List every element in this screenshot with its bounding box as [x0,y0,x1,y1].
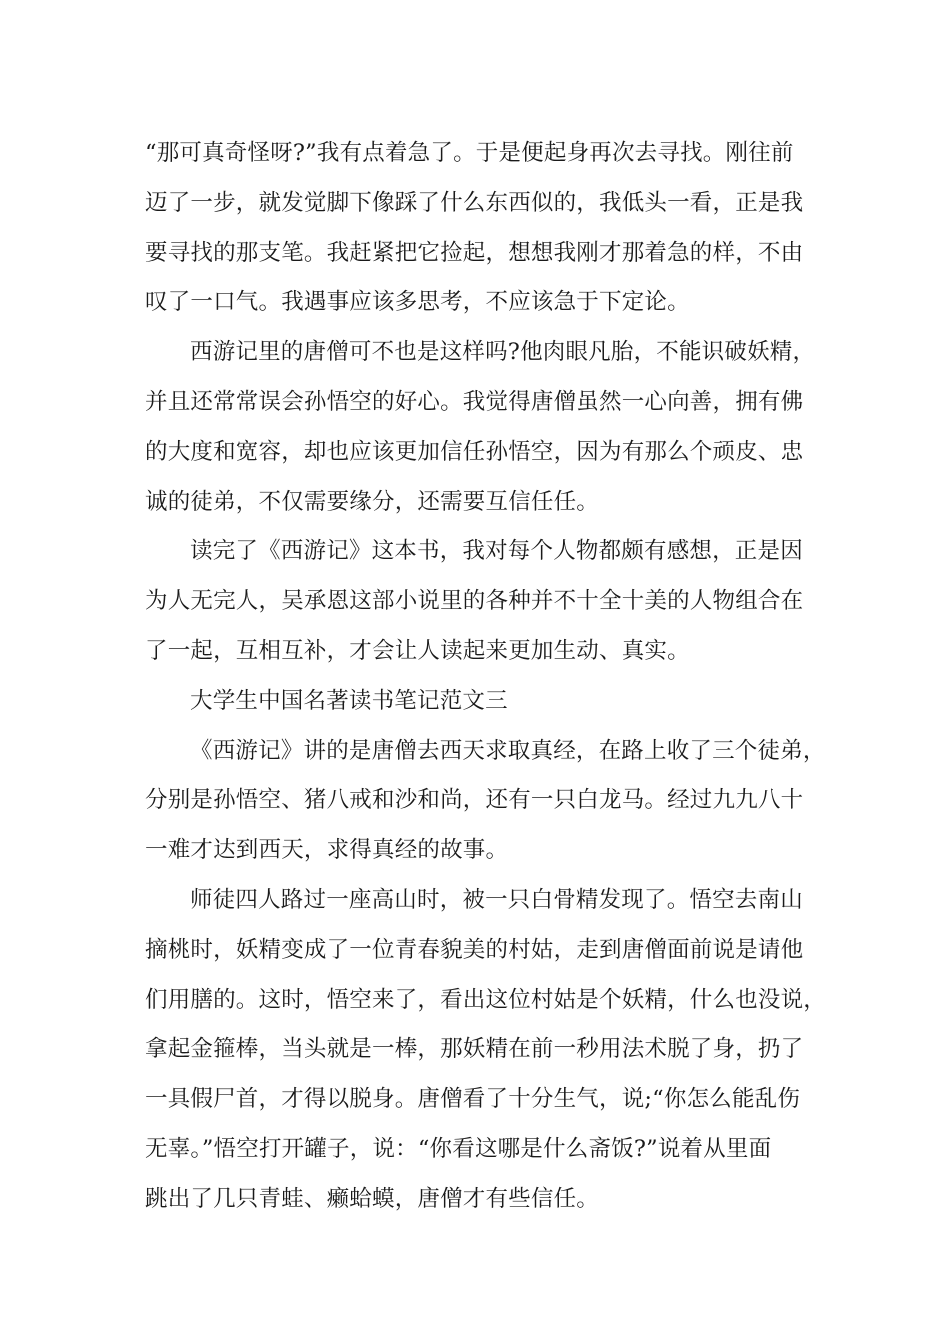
text-line: 跳出了几只青蛙、癞蛤蟆，唐僧才有些信任。 [145,1185,600,1212]
text-line: 分别是孙悟空、猪八戒和沙和尚，还有一只白龙马。经过九九八十 [145,787,804,814]
text-line: “那可真奇怪呀?”我有点着急了。于是便起身再次去寻找。刚往前 [145,140,794,166]
text-line: 大学生中国名著读书笔记范文三 [190,687,508,714]
text-line: 了一起，互相互补，才会让人读起来更加生动、真实。 [145,637,690,664]
text-line: 师徒四人路过一座高山时，被一只白骨精发现了。悟空去南山 [190,886,803,913]
text-line: 的大度和宽容，却也应该更加信任孙悟空，因为有那么个顽皮、忠 [145,438,804,465]
text-line: 为人无完人，吴承恩这部小说里的各种并不十全十美的人物组合在 [145,588,804,615]
text-line: 要寻找的那支笔。我赶紧把它捡起，想想我刚才那着急的样，不由 [145,239,804,266]
text-line: 迈了一步，就发觉脚下像踩了什么东西似的，我低头一看，正是我 [145,189,804,216]
text-line: 《西游记》讲的是唐僧去西天求取真经，在路上收了三个徒弟， [190,737,826,764]
text-line: 并且还常常误会孙悟空的好心。我觉得唐僧虽然一心向善，拥有佛 [145,388,804,415]
text-line: 一具假尸首，才得以脱身。唐僧看了十分生气，说;“你怎么能乱伤 [145,1086,801,1113]
text-line: 一难才达到西天，求得真经的故事。 [145,837,509,864]
text-line: 西游记里的唐僧可不也是这样吗?他肉眼凡胎，不能识破妖精， [190,339,816,366]
text-line: 诚的徒弟，不仅需要缘分，还需要互信任任。 [145,488,600,515]
text-line: 叹了一口气。我遇事应该多思考，不应该急于下定论。 [145,289,690,316]
body-text [145,129,827,1225]
text-line: 们用膳的。这时，悟空来了，看出这位村姑是个妖精，什么也没说， [145,986,827,1013]
text-line: 读完了《西游记》这本书，我对每个人物都颇有感想，正是因 [190,538,803,565]
text-line: 拿起金箍棒，当头就是一棒，那妖精在前一秒用法术脱了身，扔了 [145,1036,804,1063]
text-line: 无辜。”悟空打开罐子，说：“你看这哪是什么斋饭?”说着从里面 [145,1135,772,1162]
text-line: 摘桃时，妖精变成了一位青春貌美的村姑，走到唐僧面前说是请他 [145,936,804,963]
